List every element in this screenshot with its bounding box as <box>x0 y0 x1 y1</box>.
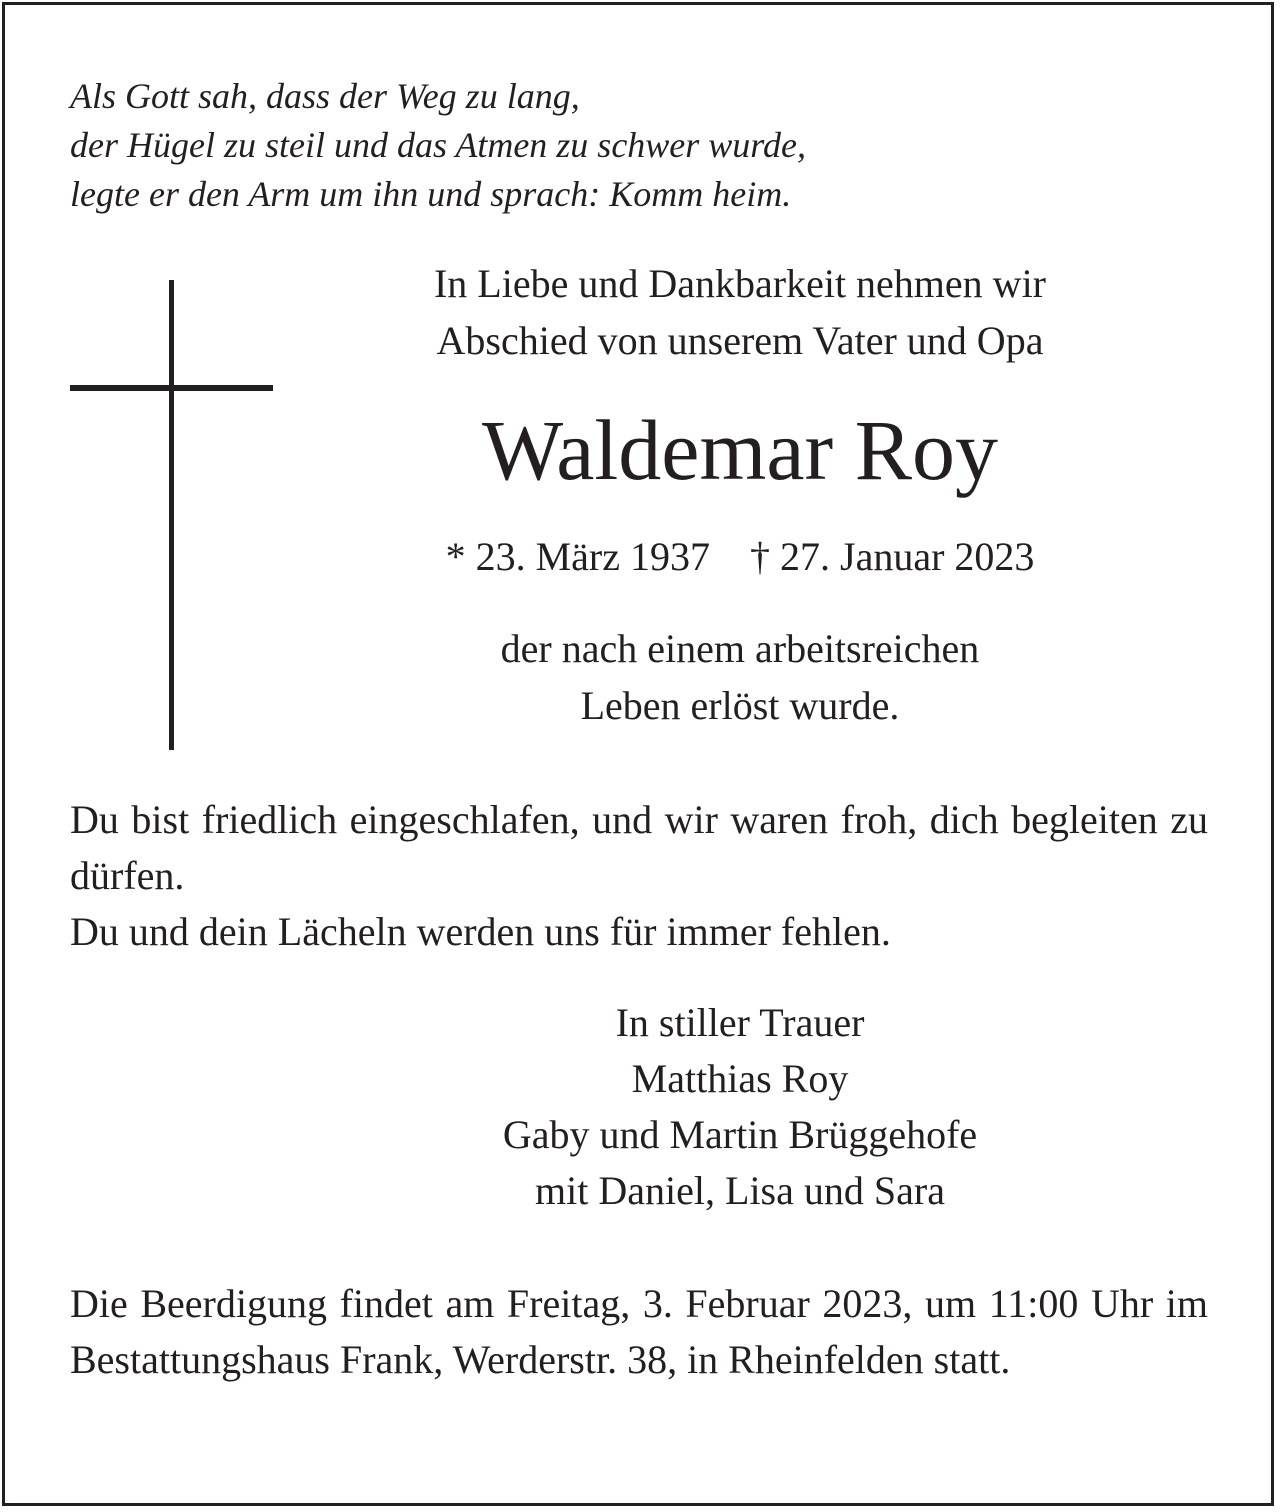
death-date: † 27. Januar 2023 <box>750 534 1035 579</box>
intro-text <box>300 255 1180 369</box>
description-line: der nach einem arbeitsreichen <box>500 626 980 671</box>
mourner-name: mit Daniel, Lisa und Sara <box>535 1168 945 1213</box>
poem-line: Als Gott sah, dass der Weg zu lang, <box>70 76 580 116</box>
deceased-name: Waldemar Roy <box>481 402 999 498</box>
intro-line: In Liebe und Dankbarkeit nehmen wir <box>433 261 1046 306</box>
mourners-list <box>300 995 1180 1219</box>
message-paragraph: Du bist friedlich eingeschlafen, und wir waren froh, dich begleiten zu dürfen. <box>70 797 1208 898</box>
description-line: Leben erlöst wurde. <box>580 683 900 728</box>
cross-vertical-bar <box>169 280 174 750</box>
poem-line: legte er den Arm um ihn und sprach: Komm heim. <box>70 174 792 214</box>
mourner-name: Gaby und Martin Brüggehofe <box>502 1112 978 1157</box>
life-dates <box>300 528 1180 585</box>
mourner-name: Matthias Roy <box>631 1056 849 1101</box>
poem <box>70 72 1070 219</box>
birth-date: * 23. März 1937 <box>445 534 710 579</box>
poem-line: der Hügel zu steil und das Atmen zu schwer wurde, <box>70 125 806 165</box>
funeral-notice: Die Beerdigung findet am Freitag, 3. Februar 2023, um 11:00 Uhr im Bestattungshaus Frank, Werderstr. 38, in Rheinfelden statt. <box>70 1281 1208 1382</box>
intro-line: Abschied von unserem Vater und Opa <box>436 318 1044 363</box>
description-text <box>300 620 1180 734</box>
mourners-heading: In stiller Trauer <box>615 1000 865 1045</box>
cross-horizontal-bar <box>70 385 273 391</box>
message-paragraph: Du und dein Lächeln werden uns für immer fehlen. <box>70 909 891 954</box>
farewell-message <box>70 792 1208 960</box>
